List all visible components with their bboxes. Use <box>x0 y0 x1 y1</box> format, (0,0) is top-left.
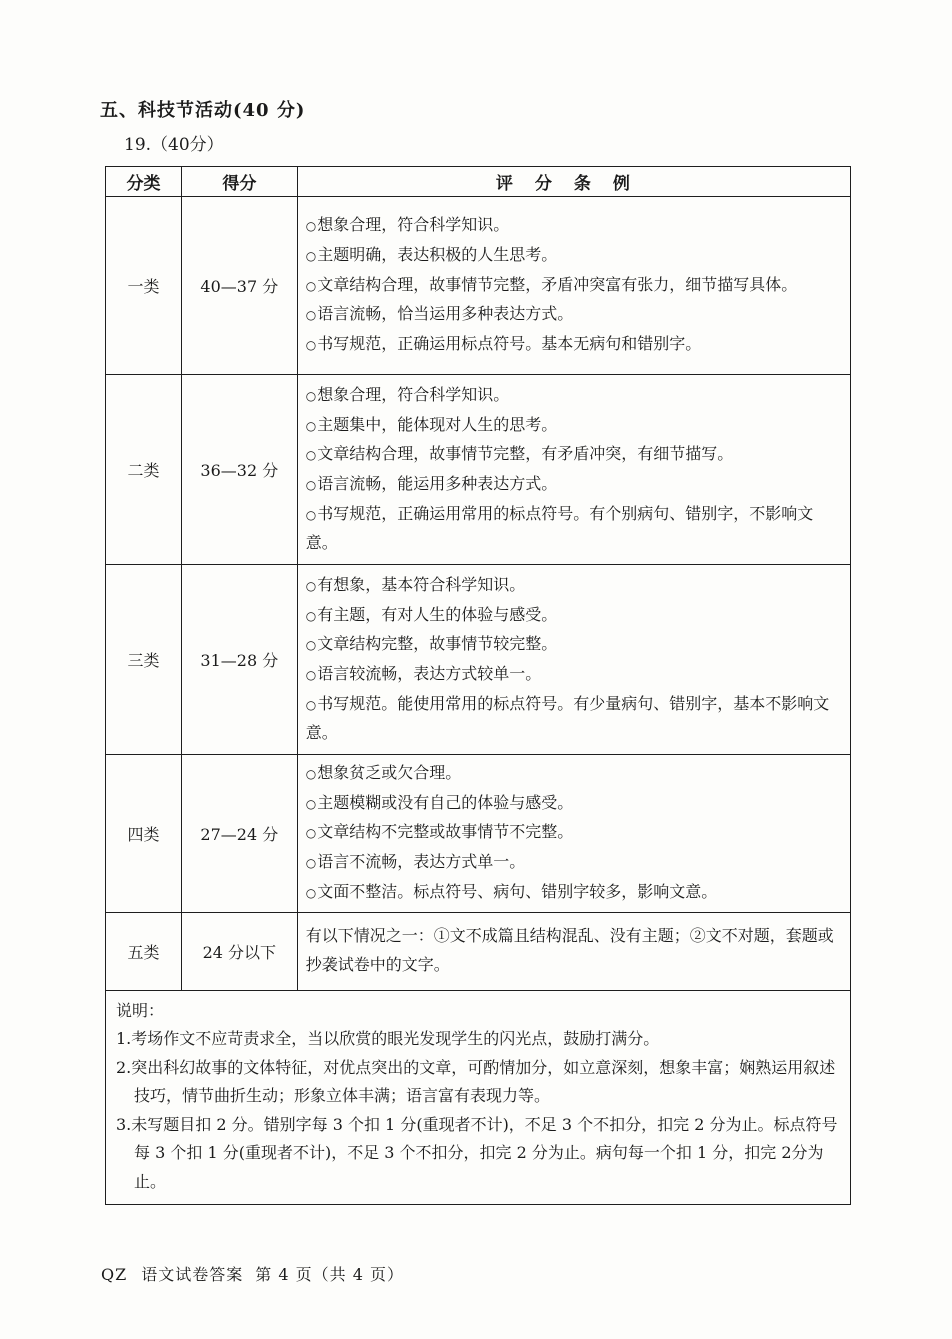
criteria-cell <box>297 375 850 565</box>
category-cell: 一类 <box>106 197 182 375</box>
note-item: 2.突出科幻故事的文体特征，对优点突出的文章，可酌情加分，如立意深刻，想象丰富；娴熟运用叙述技巧，情节曲折生动；形象立体丰满；语言富有表现力等。 <box>116 1057 836 1106</box>
criterion-text: 有以下情况之一：①文不成篇且结构混乱、没有主题；②文不对题，套题或抄袭试卷中的文字。 <box>305 926 834 975</box>
page-footer <box>101 1262 404 1285</box>
table-row <box>106 565 851 755</box>
criteria-cell <box>297 755 850 913</box>
criterion-item: ○ 文章结构完整，故事情节较完整。 <box>306 630 842 660</box>
criterion-item: ○ 书写规范，正确运用常用的标点符号。有个别病句、错别字，不影响文意。 <box>306 500 842 558</box>
criterion-item: ○ 文章结构合理，故事情节完整，矛盾冲突富有张力，细节描写具体。 <box>306 271 842 301</box>
criterion-item: ○ 文面不整洁。标点符号、病句、错别字较多，影响文意。 <box>306 878 842 908</box>
criterion-item: ○ 有想象，基本符合科学知识。 <box>306 571 842 601</box>
question-number: 19.（40分） <box>124 135 224 155</box>
criterion-item: ○ 想象合理，符合科学知识。 <box>306 381 842 411</box>
criteria-cell <box>297 912 850 990</box>
criteria-cell <box>297 197 850 375</box>
table-row <box>106 912 851 990</box>
table-row <box>106 755 851 913</box>
notes-row <box>106 990 851 1205</box>
note-item: 1.考场作文不应苛责求全，当以欣赏的眼光发现学生的闪光点，鼓励打满分。 <box>116 1029 660 1049</box>
criterion-item: ○ 主题明确，表达积极的人生思考。 <box>306 241 842 271</box>
criterion-item: ○ 书写规范，正确运用标点符号。基本无病句和错别字。 <box>306 330 842 360</box>
category-cell: 二类 <box>106 375 182 565</box>
criterion-item: ○ 文章结构不完整或故事情节不完整。 <box>306 818 842 848</box>
score-cell: 27—24 分 <box>181 755 297 913</box>
footer-code: QZ <box>101 1265 128 1284</box>
score-cell: 40—37 分 <box>181 197 297 375</box>
criterion-item: ○ 书写规范。能使用常用的标点符号。有少量病句、错别字，基本不影响文意。 <box>306 690 842 748</box>
category-cell: 三类 <box>106 565 182 755</box>
section-title: 五、科技节活动(40 分) <box>100 100 306 121</box>
note-item: 3.未写题目扣 2 分。错别字每 3 个扣 1 分(重现者不计)，不足 3 个不扣分，扣完 2 分为止。标点符号每 3 个扣 1 分(重现者不计)，不足 3 个不扣分，扣完 2 分为止。病句每一个扣 1 分，扣完 2分为止。 <box>116 1114 838 1191</box>
score-cell: 31—28 分 <box>181 565 297 755</box>
footer-page-number: 第 4 页（共 4 页） <box>255 1265 404 1284</box>
criterion-item: ○ 语言流畅，能运用多种表达方式。 <box>306 470 842 500</box>
notes-title: 说明： <box>116 1000 165 1020</box>
category-cell: 五类 <box>106 912 182 990</box>
criterion-item: ○ 有主题，有对人生的体验与感受。 <box>306 601 842 631</box>
criterion-item: ○ 主题模糊或没有自己的体验与感受。 <box>306 789 842 819</box>
criterion-item: ○ 想象合理，符合科学知识。 <box>306 211 842 241</box>
criterion-item: ○ 主题集中，能体现对人生的思考。 <box>306 411 842 441</box>
header-score: 得分 <box>181 167 297 197</box>
notes-cell <box>106 990 851 1205</box>
criterion-item: ○ 语言不流畅，表达方式单一。 <box>306 848 842 878</box>
score-cell: 24 分以下 <box>181 912 297 990</box>
footer-title: 语文试卷答案 <box>141 1265 244 1284</box>
criterion-item: ○ 语言较流畅，表达方式较单一。 <box>306 660 842 690</box>
scoring-rubric-table <box>105 166 851 1205</box>
header-criteria: 评分条例 <box>297 167 850 197</box>
criteria-cell <box>297 565 850 755</box>
table-row <box>106 375 851 565</box>
criterion-item: ○ 文章结构合理，故事情节完整，有矛盾冲突，有细节描写。 <box>306 440 842 470</box>
table-header-row <box>106 167 851 197</box>
criterion-item: ○ 想象贫乏或欠合理。 <box>306 759 842 789</box>
criterion-item: ○ 语言流畅，恰当运用多种表达方式。 <box>306 300 842 330</box>
table-row <box>106 197 851 375</box>
header-category: 分类 <box>106 167 182 197</box>
score-cell: 36—32 分 <box>181 375 297 565</box>
category-cell: 四类 <box>106 755 182 913</box>
